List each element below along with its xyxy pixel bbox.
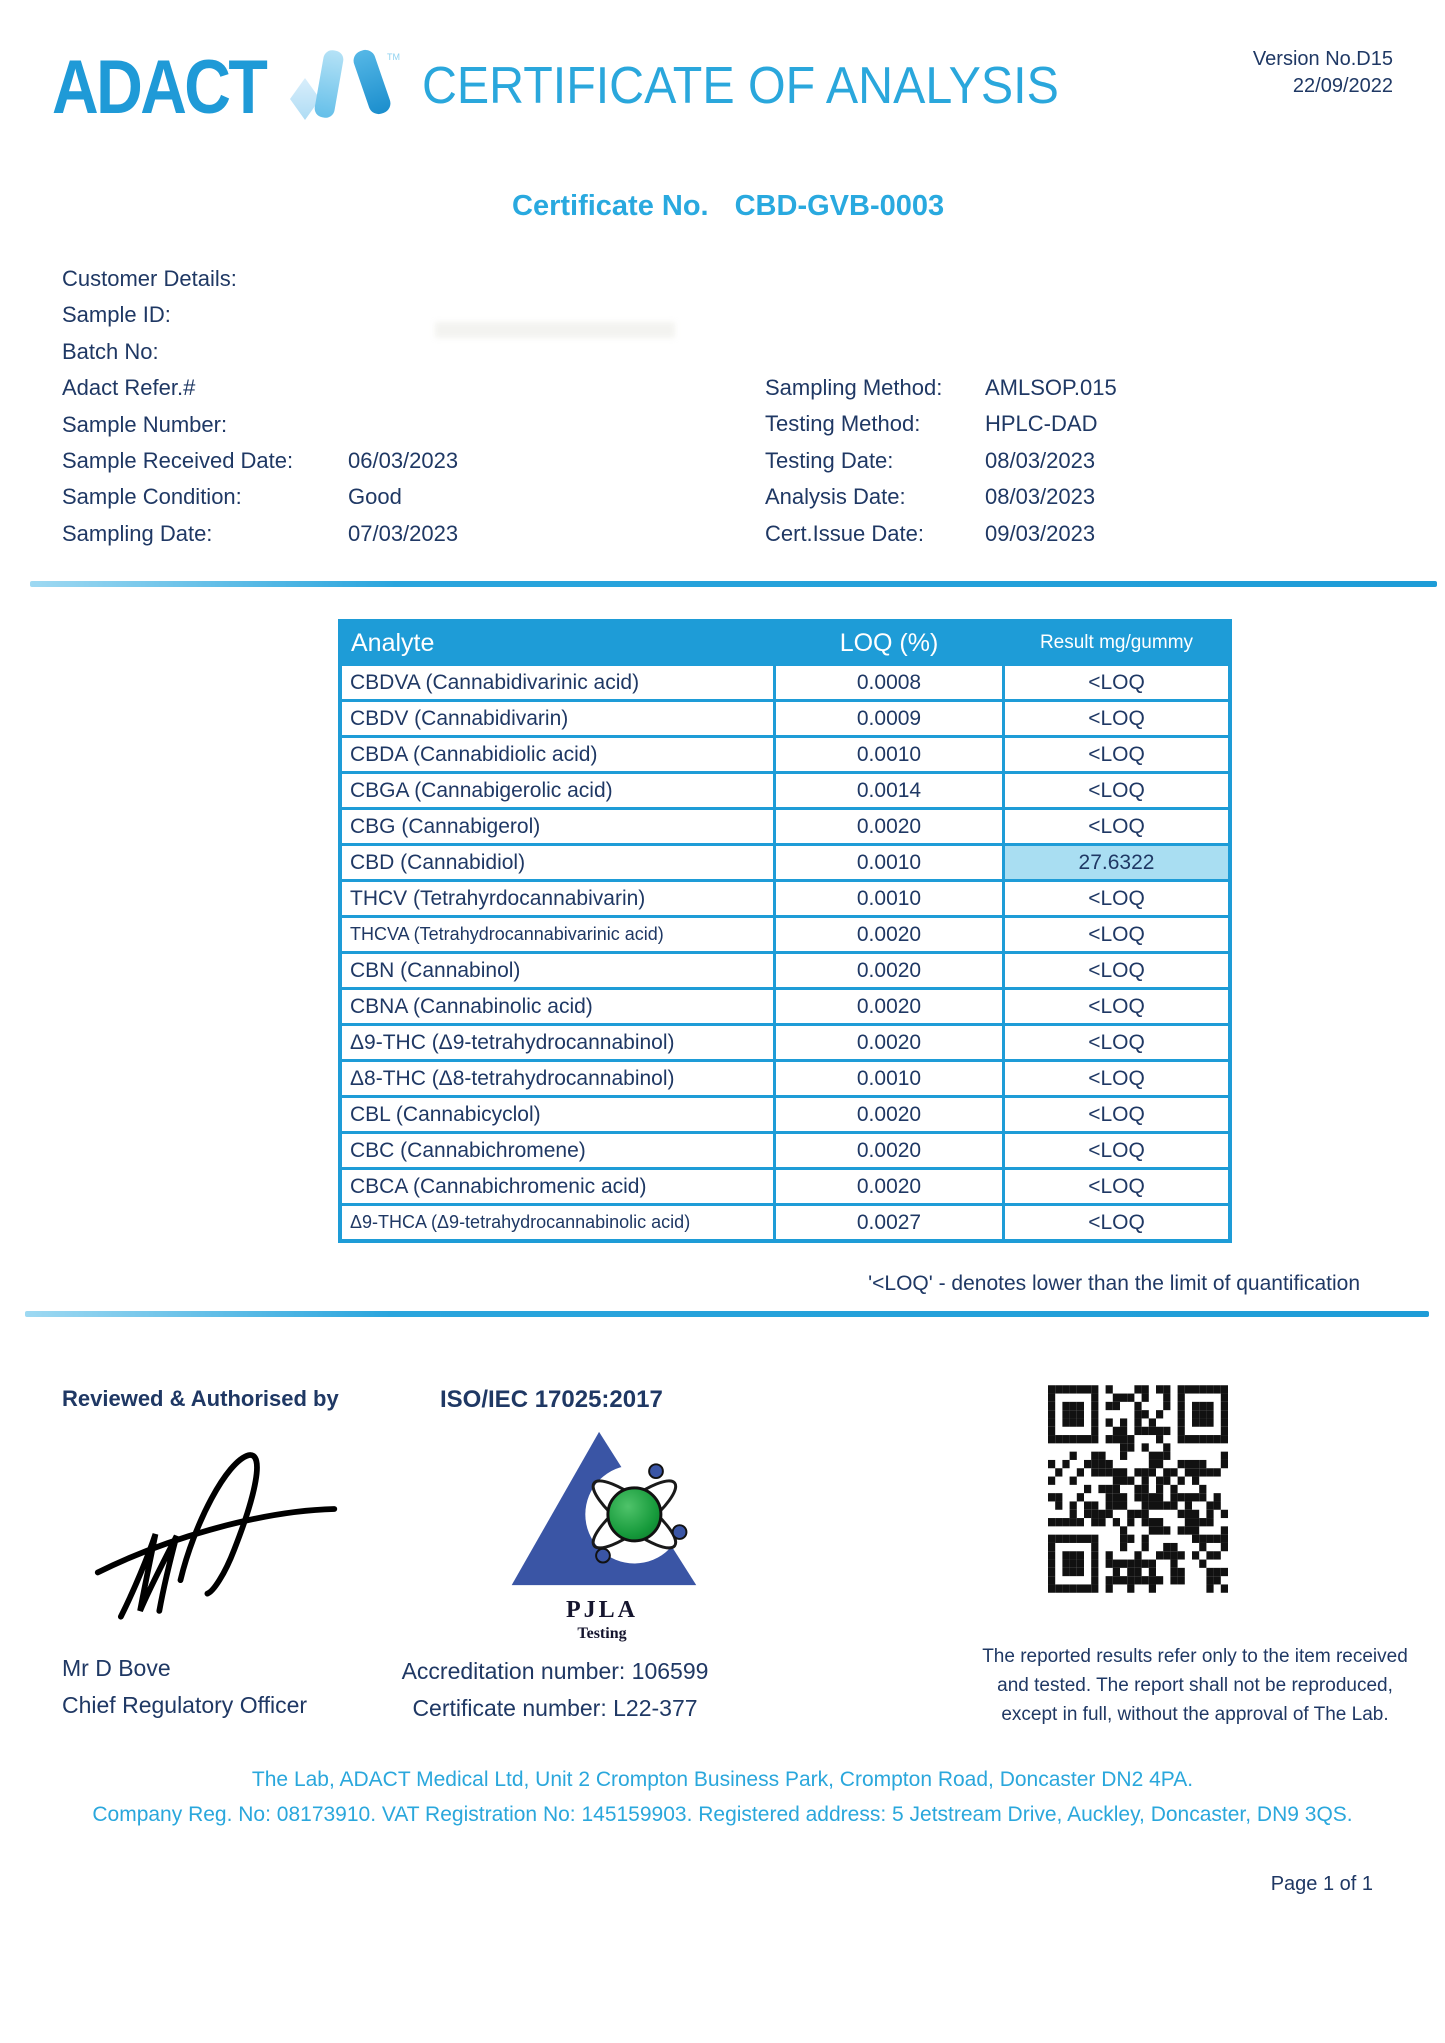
table-row bbox=[340, 809, 1230, 845]
loq-cell: 0.0027 bbox=[775, 1205, 1004, 1242]
table-row bbox=[340, 1205, 1230, 1242]
col-header-analyte: Analyte bbox=[340, 621, 775, 665]
detail-value: Good bbox=[348, 484, 402, 509]
detail-row bbox=[62, 521, 458, 547]
pjla-logo-icon bbox=[502, 1428, 702, 1590]
table-row bbox=[340, 1133, 1230, 1169]
table-row bbox=[340, 917, 1230, 953]
analyte-cell: CBG (Cannabigerol) bbox=[340, 809, 775, 845]
table-row bbox=[340, 773, 1230, 809]
page-number: Page 1 of 1 bbox=[1270, 1873, 1373, 1895]
result-cell: <LOQ bbox=[1004, 1025, 1231, 1061]
result-cell: <LOQ bbox=[1004, 1169, 1231, 1205]
result-cell: <LOQ bbox=[1004, 1097, 1231, 1133]
analyte-cell: CBN (Cannabinol) bbox=[340, 953, 775, 989]
divider-top bbox=[30, 581, 1437, 587]
details-right-column bbox=[765, 375, 1385, 575]
table-row bbox=[340, 665, 1230, 701]
adact-logo-icon bbox=[283, 46, 405, 137]
detail-value: 09/03/2023 bbox=[985, 521, 1096, 546]
detail-label: Sample Received Date: bbox=[62, 448, 294, 473]
analyte-cell: CBC (Cannabichromene) bbox=[340, 1133, 775, 1169]
detail-row bbox=[765, 411, 1097, 437]
certificate-number-line bbox=[512, 190, 944, 223]
pjla-accreditation-logo bbox=[502, 1428, 702, 1643]
analyte-cell: Δ9-THC (Δ9-tetrahydrocannabinol) bbox=[340, 1025, 775, 1061]
detail-value: AMLSOP.015 bbox=[985, 375, 1117, 400]
detail-label: Customer Details: bbox=[62, 266, 237, 291]
loq-cell: 0.0020 bbox=[775, 917, 1004, 953]
certificate-number-value: CBD-GVB-0003 bbox=[734, 190, 945, 222]
result-cell: <LOQ bbox=[1004, 665, 1231, 701]
detail-label: Testing Method: bbox=[765, 411, 921, 436]
detail-row bbox=[62, 339, 348, 365]
detail-row bbox=[765, 484, 1095, 510]
detail-label: Adact Refer.# bbox=[62, 375, 196, 400]
col-header-loq: LOQ (%) bbox=[775, 621, 1004, 665]
result-cell: <LOQ bbox=[1004, 953, 1231, 989]
analyte-cell: CBDV (Cannabidivarin) bbox=[340, 701, 775, 737]
result-cell: 27.6322 bbox=[1004, 845, 1231, 881]
detail-value: HPLC-DAD bbox=[985, 411, 1098, 436]
divider-bottom bbox=[25, 1311, 1429, 1317]
analyte-cell: Δ9-THCA (Δ9-tetrahydrocannabinolic acid) bbox=[340, 1205, 775, 1242]
loq-cell: 0.0008 bbox=[775, 665, 1004, 701]
detail-row bbox=[62, 375, 348, 401]
loq-cell: 0.0010 bbox=[775, 737, 1004, 773]
table-row bbox=[340, 881, 1230, 917]
signer-title: Chief Regulatory Officer bbox=[62, 1692, 308, 1718]
analyte-table-body bbox=[340, 665, 1230, 1242]
disclaimer-text: The reported results refer only to the item received and tested. The report shall not be reproduced, except in full, without the approval of The Lab. bbox=[982, 1646, 1408, 1725]
page-title: CERTIFICATE OF ANALYSIS bbox=[422, 57, 1059, 115]
detail-label: Sample Condition: bbox=[62, 484, 242, 509]
detail-row bbox=[765, 375, 1117, 401]
detail-label: Sampling Method: bbox=[765, 375, 943, 400]
detail-row bbox=[62, 412, 348, 438]
loq-cell: 0.0020 bbox=[775, 809, 1004, 845]
loq-cell: 0.0020 bbox=[775, 953, 1004, 989]
loq-cell: 0.0020 bbox=[775, 1097, 1004, 1133]
version-date: 22/09/2022 bbox=[1292, 75, 1393, 97]
reviewed-heading: Reviewed & Authorised by bbox=[62, 1386, 339, 1411]
analyte-cell: CBDVA (Cannabidivarinic acid) bbox=[340, 665, 775, 701]
certificate-number-label: Certificate No. bbox=[512, 190, 709, 222]
loq-cell: 0.0010 bbox=[775, 845, 1004, 881]
loq-cell: 0.0010 bbox=[775, 881, 1004, 917]
detail-row bbox=[765, 521, 1095, 547]
result-cell: <LOQ bbox=[1004, 701, 1231, 737]
loq-cell: 0.0020 bbox=[775, 1169, 1004, 1205]
version-number: Version No.D15 bbox=[1252, 48, 1393, 70]
detail-label: Sampling Date: bbox=[62, 521, 213, 546]
loq-cell: 0.0010 bbox=[775, 1061, 1004, 1097]
detail-row bbox=[62, 448, 458, 474]
logo-tm-mark: TM bbox=[387, 52, 400, 62]
header-row bbox=[340, 621, 1230, 665]
loq-cell: 0.0020 bbox=[775, 1025, 1004, 1061]
detail-value: 08/03/2023 bbox=[985, 448, 1096, 473]
detail-row bbox=[62, 484, 402, 510]
result-cell: <LOQ bbox=[1004, 809, 1231, 845]
result-cell: <LOQ bbox=[1004, 1061, 1231, 1097]
table-row bbox=[340, 701, 1230, 737]
adact-logo-text: ADACT bbox=[52, 45, 266, 130]
detail-value: 07/03/2023 bbox=[348, 521, 459, 546]
detail-value: 08/03/2023 bbox=[985, 484, 1096, 509]
analyte-cell: CBD (Cannabidiol) bbox=[340, 845, 775, 881]
table-row bbox=[340, 953, 1230, 989]
table-row bbox=[340, 989, 1230, 1025]
loq-cell: 0.0014 bbox=[775, 773, 1004, 809]
table-row bbox=[340, 1097, 1230, 1133]
result-cell: <LOQ bbox=[1004, 737, 1231, 773]
result-cell: <LOQ bbox=[1004, 881, 1231, 917]
accreditation-certificate-number: Certificate number: L22-377 bbox=[412, 1695, 698, 1721]
qr-code bbox=[1048, 1385, 1228, 1593]
result-cell: <LOQ bbox=[1004, 917, 1231, 953]
analyte-table-header bbox=[340, 621, 1230, 665]
result-cell: <LOQ bbox=[1004, 1205, 1231, 1242]
iso-heading: ISO/IEC 17025:2017 bbox=[440, 1386, 663, 1413]
address-line-2: Company Reg. No: 08173910. VAT Registration No: 145159903. Registered address: 5 Jetstream Drive, Auckley, Doncaster, DN9 3QS. bbox=[92, 1803, 1353, 1826]
detail-label: Sample Number: bbox=[62, 412, 228, 437]
col-header-result: Result mg/gummy bbox=[1004, 621, 1231, 665]
analyte-cell: CBL (Cannabicyclol) bbox=[340, 1097, 775, 1133]
analyte-cell: THCVA (Tetrahydrocannabivarinic acid) bbox=[340, 917, 775, 953]
loq-note: '<LOQ' - denotes lower than the limit of quantification bbox=[868, 1272, 1360, 1295]
details-left-column bbox=[62, 266, 722, 566]
loq-cell: 0.0020 bbox=[775, 989, 1004, 1025]
result-cell: <LOQ bbox=[1004, 773, 1231, 809]
analyte-cell: CBNA (Cannabinolic acid) bbox=[340, 989, 775, 1025]
table-row bbox=[340, 1169, 1230, 1205]
table-row bbox=[340, 845, 1230, 881]
result-cell: <LOQ bbox=[1004, 1133, 1231, 1169]
analyte-cell: CBCA (Cannabichromenic acid) bbox=[340, 1169, 775, 1205]
version-block bbox=[1253, 46, 1393, 100]
detail-label: Batch No: bbox=[62, 339, 159, 364]
detail-label: Testing Date: bbox=[765, 448, 894, 473]
redacted-area bbox=[435, 322, 675, 338]
signer-name: Mr D Bove bbox=[62, 1655, 171, 1681]
detail-row bbox=[62, 266, 348, 292]
detail-row bbox=[62, 302, 348, 328]
analyte-cell: CBGA (Cannabigerolic acid) bbox=[340, 773, 775, 809]
detail-label: Sample ID: bbox=[62, 302, 171, 327]
analyte-cell: Δ8-THC (Δ8-tetrahydrocannabinol) bbox=[340, 1061, 775, 1097]
pjla-logo-subtitle: Testing bbox=[577, 1625, 627, 1642]
detail-value: 06/03/2023 bbox=[348, 448, 459, 473]
signature-image bbox=[92, 1428, 342, 1645]
analyte-cell: THCV (Tetrahyrdocannabivarin) bbox=[340, 881, 775, 917]
pjla-logo-text: PJLA bbox=[566, 1597, 638, 1623]
address-line-1: The Lab, ADACT Medical Ltd, Unit 2 Crompton Business Park, Crompton Road, Doncaster DN2 4PA. bbox=[251, 1768, 1194, 1791]
detail-row bbox=[765, 448, 1095, 474]
loq-cell: 0.0009 bbox=[775, 701, 1004, 737]
detail-label: Analysis Date: bbox=[765, 484, 906, 509]
result-cell: <LOQ bbox=[1004, 989, 1231, 1025]
table-row bbox=[340, 1061, 1230, 1097]
detail-label: Cert.Issue Date: bbox=[765, 521, 924, 546]
analyte-cell: CBDA (Cannabidiolic acid) bbox=[340, 737, 775, 773]
loq-cell: 0.0020 bbox=[775, 1133, 1004, 1169]
accreditation-number: Accreditation number: 106599 bbox=[401, 1658, 709, 1684]
table-row bbox=[340, 1025, 1230, 1061]
analyte-table bbox=[338, 619, 1232, 1243]
table-row bbox=[340, 737, 1230, 773]
